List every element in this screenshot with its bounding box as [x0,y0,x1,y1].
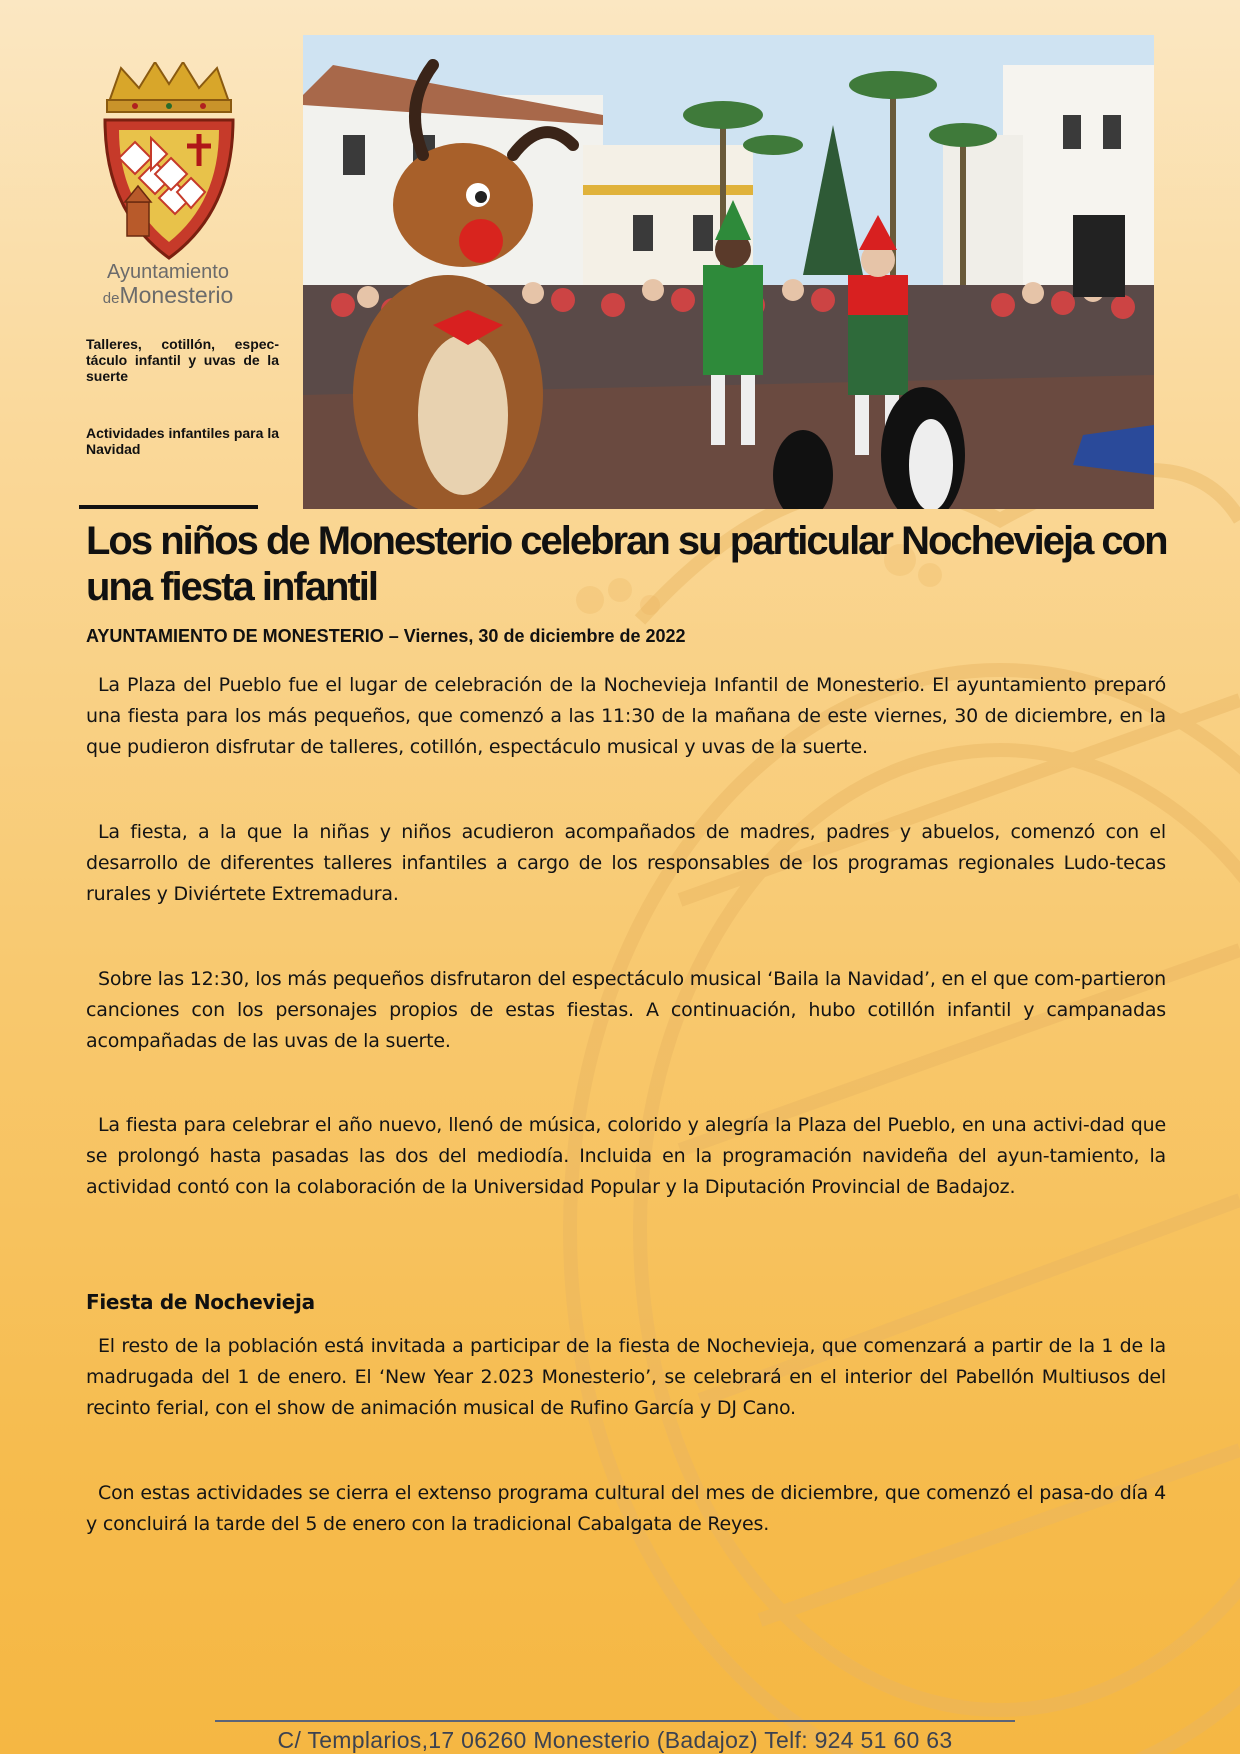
footer-divider [215,1720,1015,1722]
christmas-celebration-photo-icon [303,35,1154,509]
logo-text [88,262,248,307]
article-title: Los niños de Monesterio celebran su particular Nochevieja con una fiesta infantil [86,519,1167,609]
paragraph-3: Sobre las 12:30, los más pequeños disfrutaron del espectáculo musical ‘Baila la Navidad’, en el que com-partieron canciones con los personajes propios de estas fiestas. A continuación, hubo cotillón infantil y campanadas acompañadas de las uvas de la suerte. [86,968,1166,1052]
paragraph-2: La fiesta, a la que la niñas y niños acudieron acompañados de madres, padres y abuelos, comenzó con el desarrollo de diferentes talleres infantiles a cargo de los responsables de los programas regionales Ludo-tecas rurales y Diviértete Extremadura. [86,821,1166,905]
article-photo [303,35,1154,509]
divider [79,505,258,509]
article-byline: AYUNTAMIENTO DE MONESTERIO – Viernes, 30 de diciembre de 2022 [86,626,686,646]
paragraph-1: La Plaza del Pueblo fue el lugar de celebración de la Nochevieja Infantil de Monesterio. El ayuntamiento preparó una fiesta para los más pequeños, que comenzó a las 11:30 de la mañana de este viernes, 30 de diciembre, en la que pudieron disfrutar de talleres, cotillón, espectáculo musical y uvas de la suerte. [86,674,1166,758]
paragraph-6: Con estas actividades se cierra el extenso programa cultural del mes de diciembre, que comenzó el pasa-do día 4 y concluirá la tarde del 5 de enero con la tradicional Cabalgata de Reyes. [86,1482,1166,1535]
logo-line1: Ayuntamiento [107,261,229,283]
section-heading: Fiesta de Nochevieja [86,1290,315,1314]
sidebar-note-1: Talleres, cotillón, espec-táculo infantil y uvas de la suerte [86,336,279,384]
paragraph-5: El resto de la población está invitada a participar de la fiesta de Nochevieja, que comenzará a partir de la 1 de la madrugada del 1 de enero. El ‘New Year 2.023 Monesterio’, se celebrará en el interior del Pabellón Multiusos del recinto ferial, con el show de animación musical de Rufino García y DJ Cano. [86,1335,1166,1419]
logo-line2: deMonesterio [102,282,234,308]
paragraph-4: La fiesta para celebrar el año nuevo, llenó de música, colorido y alegría la Plaza del Pueblo, en una activi-dad que se prolongó hasta pasadas las dos del mediodía. Incluida en la programación navideña del ayun-tamiento, la actividad contó con la colaboración de la Universidad Popular y la Diputación Provincial de Badajoz. [86,1114,1166,1198]
sidebar-note-2: Actividades infantiles para la Navidad [86,425,279,457]
coat-of-arms-logo [95,62,243,262]
footer-address: C/ Templarios,17 06260 Monesterio (Badajoz) Telf: 924 51 60 63 [277,1727,953,1753]
